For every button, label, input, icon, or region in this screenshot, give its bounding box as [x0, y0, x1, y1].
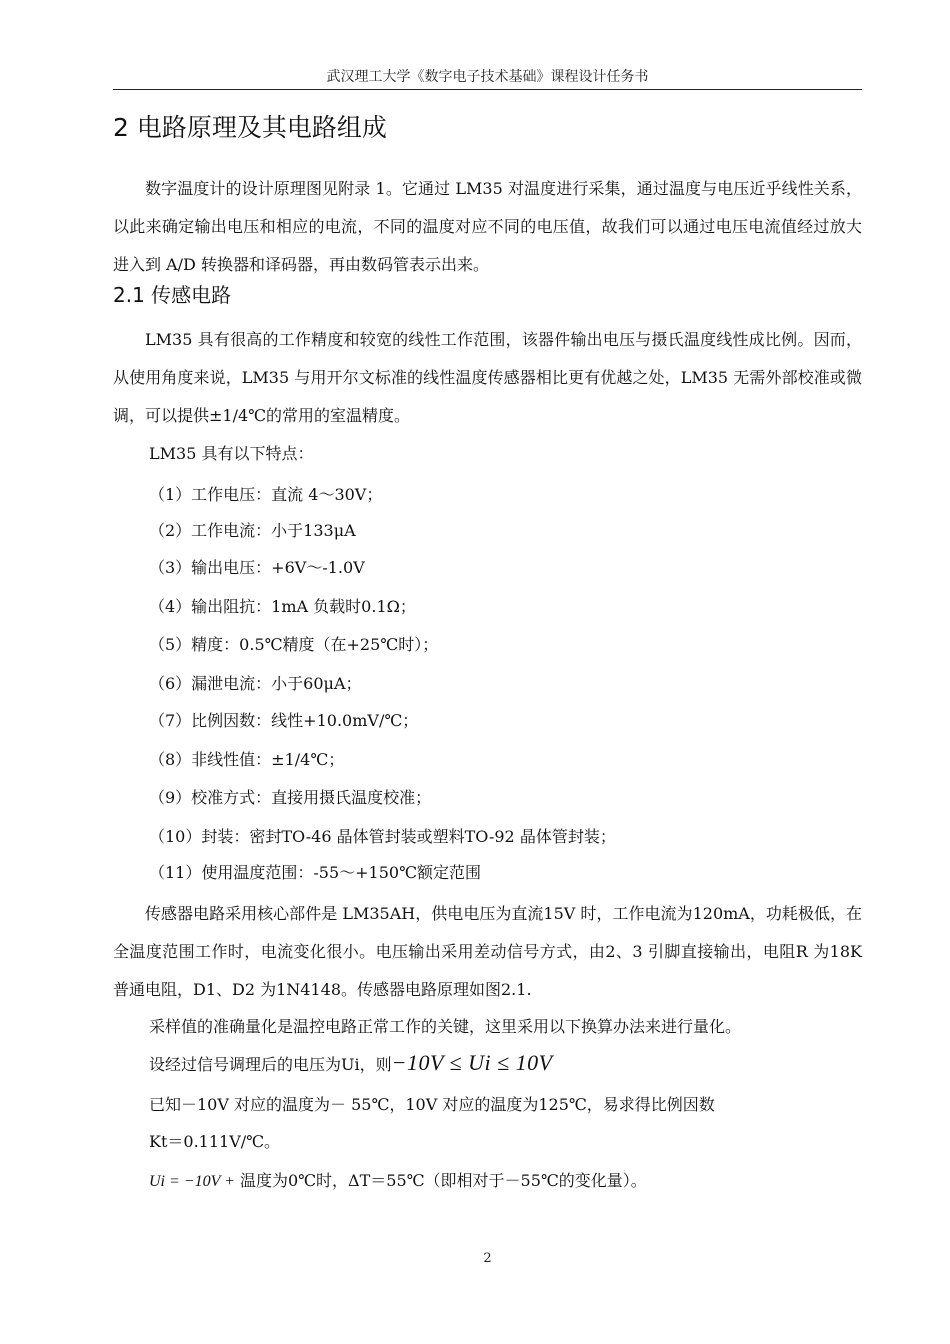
section-heading: 2 电路原理及其电路组成 — [113, 113, 387, 142]
delta-t-text: 温度为0℃时，ΔT＝55℃（即相对于－55℃的变化量）。 — [234, 1171, 647, 1190]
page-number: 2 — [483, 1251, 492, 1266]
quantization-paragraph: 采样值的准确量化是温控电路正常工作的关键，这里采用以下换算办法来进行量化。 — [149, 1017, 742, 1036]
header-rule — [113, 89, 862, 90]
ui-formula: Ui = −10V + — [149, 1173, 235, 1190]
feature-item: （1）工作电压：直流 4～30V； — [149, 485, 383, 504]
voltage-range-text: 设经过信号调理后的电压为Ui，则 — [149, 1055, 392, 1074]
lm35-description-paragraph: LM35 具有很高的工作精度和较宽的线性工作范围，该器件输出电压与摄氏温度线性成比例。因而，从使用角度来说，LM35 与用开尔文标准的线性温度传感器相比更有优越之处，LM35 无需外部校准或微调，可以提供±1/4℃的常用的室温精度。 — [113, 330, 862, 425]
feature-item: （3）输出电压：+6V～-1.0V — [149, 558, 365, 577]
feature-item: （11）使用温度范围：-55～+150℃额定范围 — [149, 863, 481, 882]
kt-value-line: Kt＝0.111V/℃。 — [149, 1132, 281, 1151]
feature-item: （5）精度：0.5℃精度（在+25℃时）； — [149, 635, 439, 654]
feature-item: （2）工作电流：小于133μA — [149, 521, 356, 540]
voltage-range-line — [113, 1046, 862, 1082]
scale-factor-paragraph: 已知－10V 对应的温度为－ 55℃，10V 对应的温度为125℃，易求得比例因数 — [149, 1095, 715, 1114]
feature-item: （10）封装：密封TO-46 晶体管封装或塑料TO-92 晶体管封装； — [149, 827, 616, 846]
feature-item: （7）比例因数：线性+10.0mV/℃； — [149, 711, 419, 730]
header-title: 武汉理工大学《数字电子技术基础》课程设计任务书 — [326, 69, 649, 85]
voltage-range-formula: −10V ≤ Ui ≤ 10V — [391, 1050, 553, 1075]
feature-item: （4）输出阻抗：1mA 负载时0.1Ω； — [149, 597, 416, 616]
features-intro: LM35 具有以下特点： — [149, 444, 314, 463]
section-intro-paragraph: 数字温度计的设计原理图见附录 1。它通过 LM35 对温度进行采集，通过温度与电压近乎线性关系，以此来确定输出电压和相应的电流，不同的温度对应不同的电压值，故我们可以通过电压电流值经过放大进入到 A/D 转换器和译码器，再由数码管表示出来。 — [113, 179, 862, 274]
subsection-heading: 2.1 传感电路 — [113, 283, 232, 307]
feature-item: （9）校准方式：直接用摄氏温度校准； — [149, 788, 432, 807]
delta-t-line — [113, 1166, 862, 1197]
feature-item: （8）非线性值：±1/4℃； — [149, 750, 345, 769]
feature-item: （6）漏泄电流：小于60μA； — [149, 674, 362, 693]
sensor-circuit-paragraph: 传感器电路采用核心部件是 LM35AH，供电电压为直流15V 时，工作电流为120mA，功耗极低，在全温度范围工作时，电流变化很小。电压输出采用差动信号方式，由2、3 引脚直接输出，电阻R 为18K 普通电阻，D1、D2 为1N4148。传感器电路原理如图2.1. — [113, 904, 862, 999]
